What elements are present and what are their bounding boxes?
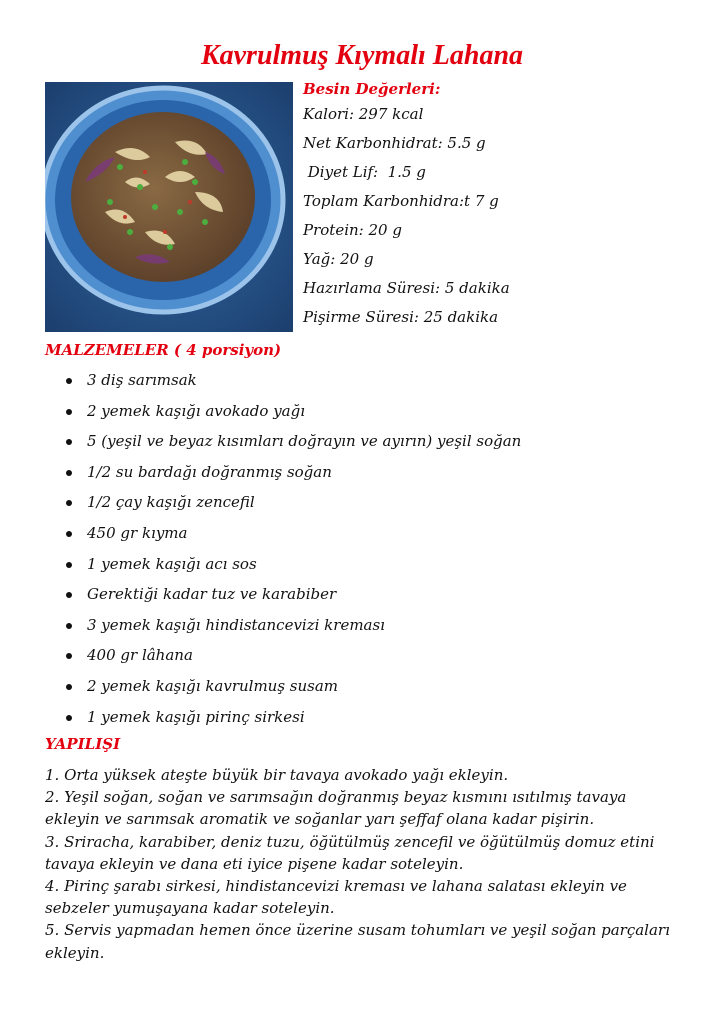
step-line: 4. Pirinç şarabı sirkesi, hindistancevizi kreması ve lahana salatası ekleyin ve xyxy=(45,877,627,896)
ingredient-text: 1/2 su bardağı doğranmış soğan xyxy=(87,462,332,481)
bullet-icon xyxy=(66,470,72,476)
list-item xyxy=(45,457,705,488)
ingredient-text: 3 diş sarımsak xyxy=(87,371,197,389)
ingredient-text: 2 yemek kaşığı avokado yağı xyxy=(87,401,306,420)
bullet-icon xyxy=(66,531,72,537)
list-item xyxy=(45,396,705,427)
bullet-icon xyxy=(66,378,72,384)
ingredient-text: 1/2 çay kaşığı zencefil xyxy=(87,493,255,512)
bullet-icon xyxy=(66,653,72,659)
step-line: 3. Sriracha, karabiber, deniz tuzu, öğütülmüş zencefil ve öğütülmüş domuz etini xyxy=(45,832,655,851)
ingredients-heading: MALZEMELER ( 4 porsiyon) xyxy=(45,341,282,359)
nutrition-row: Toplam Karbonhidra:t 7 g xyxy=(303,192,499,210)
step-line: ekleyin. xyxy=(45,943,105,962)
nutrition-row: Diyet Lif: 1.5 g xyxy=(303,163,426,181)
list-item xyxy=(45,549,705,580)
ingredient-text: Gerektiği kadar tuz ve karabiber xyxy=(87,585,337,604)
list-item xyxy=(45,702,705,733)
ingredient-text: 400 gr lâhana xyxy=(87,646,193,665)
recipe-photo xyxy=(45,82,293,332)
step-line: 5. Servis yapmadan hemen önce üzerine susam tohumları ve yeşil soğan parçaları xyxy=(45,921,670,940)
ingredient-text: 3 yemek kaşığı hindistancevizi kreması xyxy=(87,615,385,634)
bullet-icon xyxy=(66,623,72,629)
ingredients-list xyxy=(45,365,705,732)
list-item xyxy=(45,487,705,518)
nutrition-heading: Besin Değerleri: xyxy=(303,80,441,98)
nutrition-facts xyxy=(303,78,703,332)
bullet-icon xyxy=(66,715,72,721)
bullet-icon xyxy=(66,500,72,506)
recipe-title: Kavrulmuş Kıymalı Lahana xyxy=(200,40,524,71)
list-item xyxy=(45,426,705,457)
nutrition-row: Pişirme Süresi: 25 dakika xyxy=(303,308,499,326)
nutrition-row: Protein: 20 g xyxy=(303,221,402,239)
nutrition-row: Net Karbonhidrat: 5.5 g xyxy=(303,134,486,152)
list-item xyxy=(45,640,705,671)
ingredient-text: 1 yemek kaşığı acı sos xyxy=(87,554,257,573)
ingredient-text: 450 gr kıyma xyxy=(87,523,188,542)
step-line: ekleyin ve sarımsak aromatik ve soğanlar yarı şeffaf olana kadar pişirin. xyxy=(45,810,595,829)
dish-illustration xyxy=(45,82,293,332)
ingredient-text: 5 (yeşil ve beyaz kısımları doğrayın ve ayırın) yeşil soğan xyxy=(87,432,522,451)
step-line: tavaya ekleyin ve dana eti iyice pişene kadar soteleyin. xyxy=(45,854,464,873)
bullet-icon xyxy=(66,409,72,415)
list-item xyxy=(45,365,705,396)
preparation-steps xyxy=(45,764,685,964)
bullet-icon xyxy=(66,562,72,568)
list-item xyxy=(45,518,705,549)
list-item xyxy=(45,610,705,641)
step-line: 2. Yeşil soğan, soğan ve sarımsağın doğranmış beyaz kısmını ısıtılmış tavaya xyxy=(45,788,627,807)
bullet-icon xyxy=(66,592,72,598)
list-item xyxy=(45,671,705,702)
ingredient-text: 1 yemek kaşığı pirinç sirkesi xyxy=(87,707,305,726)
nutrition-row: Hazırlama Süresi: 5 dakika xyxy=(303,279,510,297)
ingredient-text: 2 yemek kaşığı kavrulmuş susam xyxy=(87,676,339,695)
list-item xyxy=(45,579,705,610)
nutrition-row: Yağ: 20 g xyxy=(303,250,374,268)
step-line: 1. Orta yüksek ateşte büyük bir tavaya avokado yağı ekleyin. xyxy=(45,766,509,784)
bullet-icon xyxy=(66,684,72,690)
preparation-heading: YAPILIŞI xyxy=(45,735,121,753)
nutrition-row: Kalori: 297 kcal xyxy=(303,105,424,123)
step-line: sebzeler yumuşayana kadar soteleyin. xyxy=(45,899,335,918)
bullet-icon xyxy=(66,439,72,445)
